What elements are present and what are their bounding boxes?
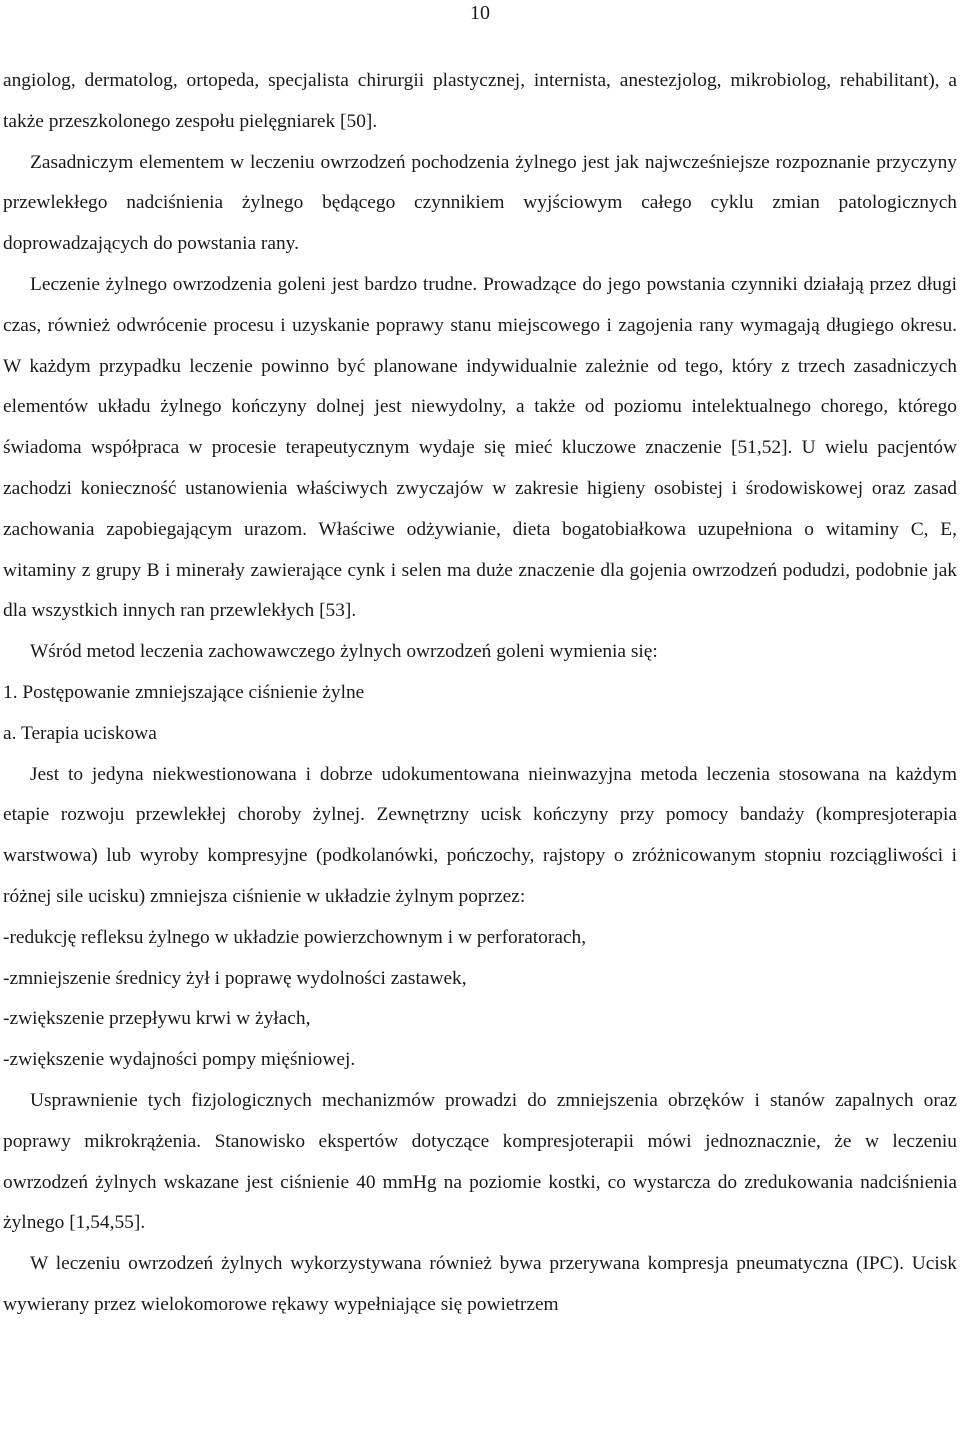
paragraph-treatment-difficulty: Leczenie żylnego owrzodzenia goleni jest bardzo trudne. Prowadzące do jego powstania czynniki działają przez długi czas, również odwrócenie procesu i uzyskanie poprawy stanu miejscowego i zagojenia rany wymagają długiego okresu. W każdym przypadku leczenie powinno być planowane indywidualnie zależnie od tego, który z trzech zasadniczych elementów układu żylnego kończyny dolnej jest niewydolny, a także od poziomu intelektualnego chorego, którego świadoma współpraca w procesie terapeutycznym wydaje się mieć kluczowe znaczenie [51,52]. U wielu pacjentów zachodzi konieczność ustanowienia właściwych zwyczajów w zakresie higieny osobistej i środowiskowej oraz zasad zachowania zapobiegającym urazom. Właściwe odżywianie, dieta bogatobiałkowa uzupełniona o witaminy C, E, witaminy z grupy B i minerały zawierające cynk i selen ma duże znaczenie dla gojenia owrzodzeń podudzi, podobnie jak dla wszystkich innych ran przewlekłych [53].	[3, 273, 957, 622]
list-subheading-compression: a. Terapia uciskowa	[3, 722, 157, 744]
paragraph-methods-intro: Wśród metod leczenia zachowawczego żylnych owrzodzeń goleni wymienia się:	[30, 641, 658, 663]
paragraph-core-treatment: Zasadniczym elementem w leczeniu owrzodzeń pochodzenia żylnego jest jak najwcześniejsze rozpoznanie przyczyny przewlekłego nadciśnienia żylnego będącego czynnikiem wyjściowym całego cyklu zmian patologicznych doprowadzających do powstania rany.	[3, 151, 957, 255]
list-item-reflux: -redukcję refleksu żylnego w układzie powierzchownym i w perforatorach,	[3, 926, 587, 948]
paragraph-compression-therapy: Jest to jedyna niekwestionowana i dobrze udokumentowana nieinwazyjna metoda leczenia stosowana na każdym etapie rozwoju przewlekłej choroby żylnej. Zewnętrzny ucisk kończyny przy pomocy bandaży (kompresjoterapia warstwowa) lub wyroby kompresyjne (podkolanówki, pończochy, rajstopy o zróżnicowanym stopniu rozciągliwości i różnej sile ucisku) zmniejsza ciśnienie w układzie żylnym poprzez:	[3, 763, 957, 907]
paragraph-specialists: angiolog, dermatolog, ortopeda, specjalista chirurgii plastycznej, internista, anestezjolog, mikrobiolog, rehabilitant), a także przeszkolonego zespołu pielęgniarek [50].	[3, 70, 957, 132]
list-item-vein-diameter: -zmniejszenie średnicy żył i poprawę wydolności zastawek,	[3, 967, 467, 989]
body-text	[3, 61, 957, 1326]
list-item-muscle-pump: -zwiększenie wydajności pompy mięśniowej.	[3, 1049, 356, 1071]
paragraph-ipc: W leczeniu owrzodzeń żylnych wykorzystywana również bywa przerywana kompresja pneumatyczna (IPC). Ucisk wywierany przez wielokomorowe rękawy wypełniające się powietrzem	[3, 1253, 957, 1315]
list-heading-pressure-reduction: 1. Postępowanie zmniejszające ciśnienie żylne	[3, 681, 365, 703]
page-number: 10	[470, 2, 490, 24]
list-item-blood-flow: -zwiększenie przepływu krwi w żyłach,	[3, 1008, 311, 1030]
paragraph-mechanisms: Usprawnienie tych fizjologicznych mechanizmów prowadzi do zmniejszenia obrzęków i stanów zapalnych oraz poprawy mikrokrążenia. Stanowisko ekspertów dotyczące kompresjoterapii mówi jednoznacznie, że w leczeniu owrzodzeń żylnych wskazane jest ciśnienie 40 mmHg na poziomie kostki, co wystarcza do zredukowania nadciśnienia żylnego [1,54,55].	[3, 1089, 957, 1234]
